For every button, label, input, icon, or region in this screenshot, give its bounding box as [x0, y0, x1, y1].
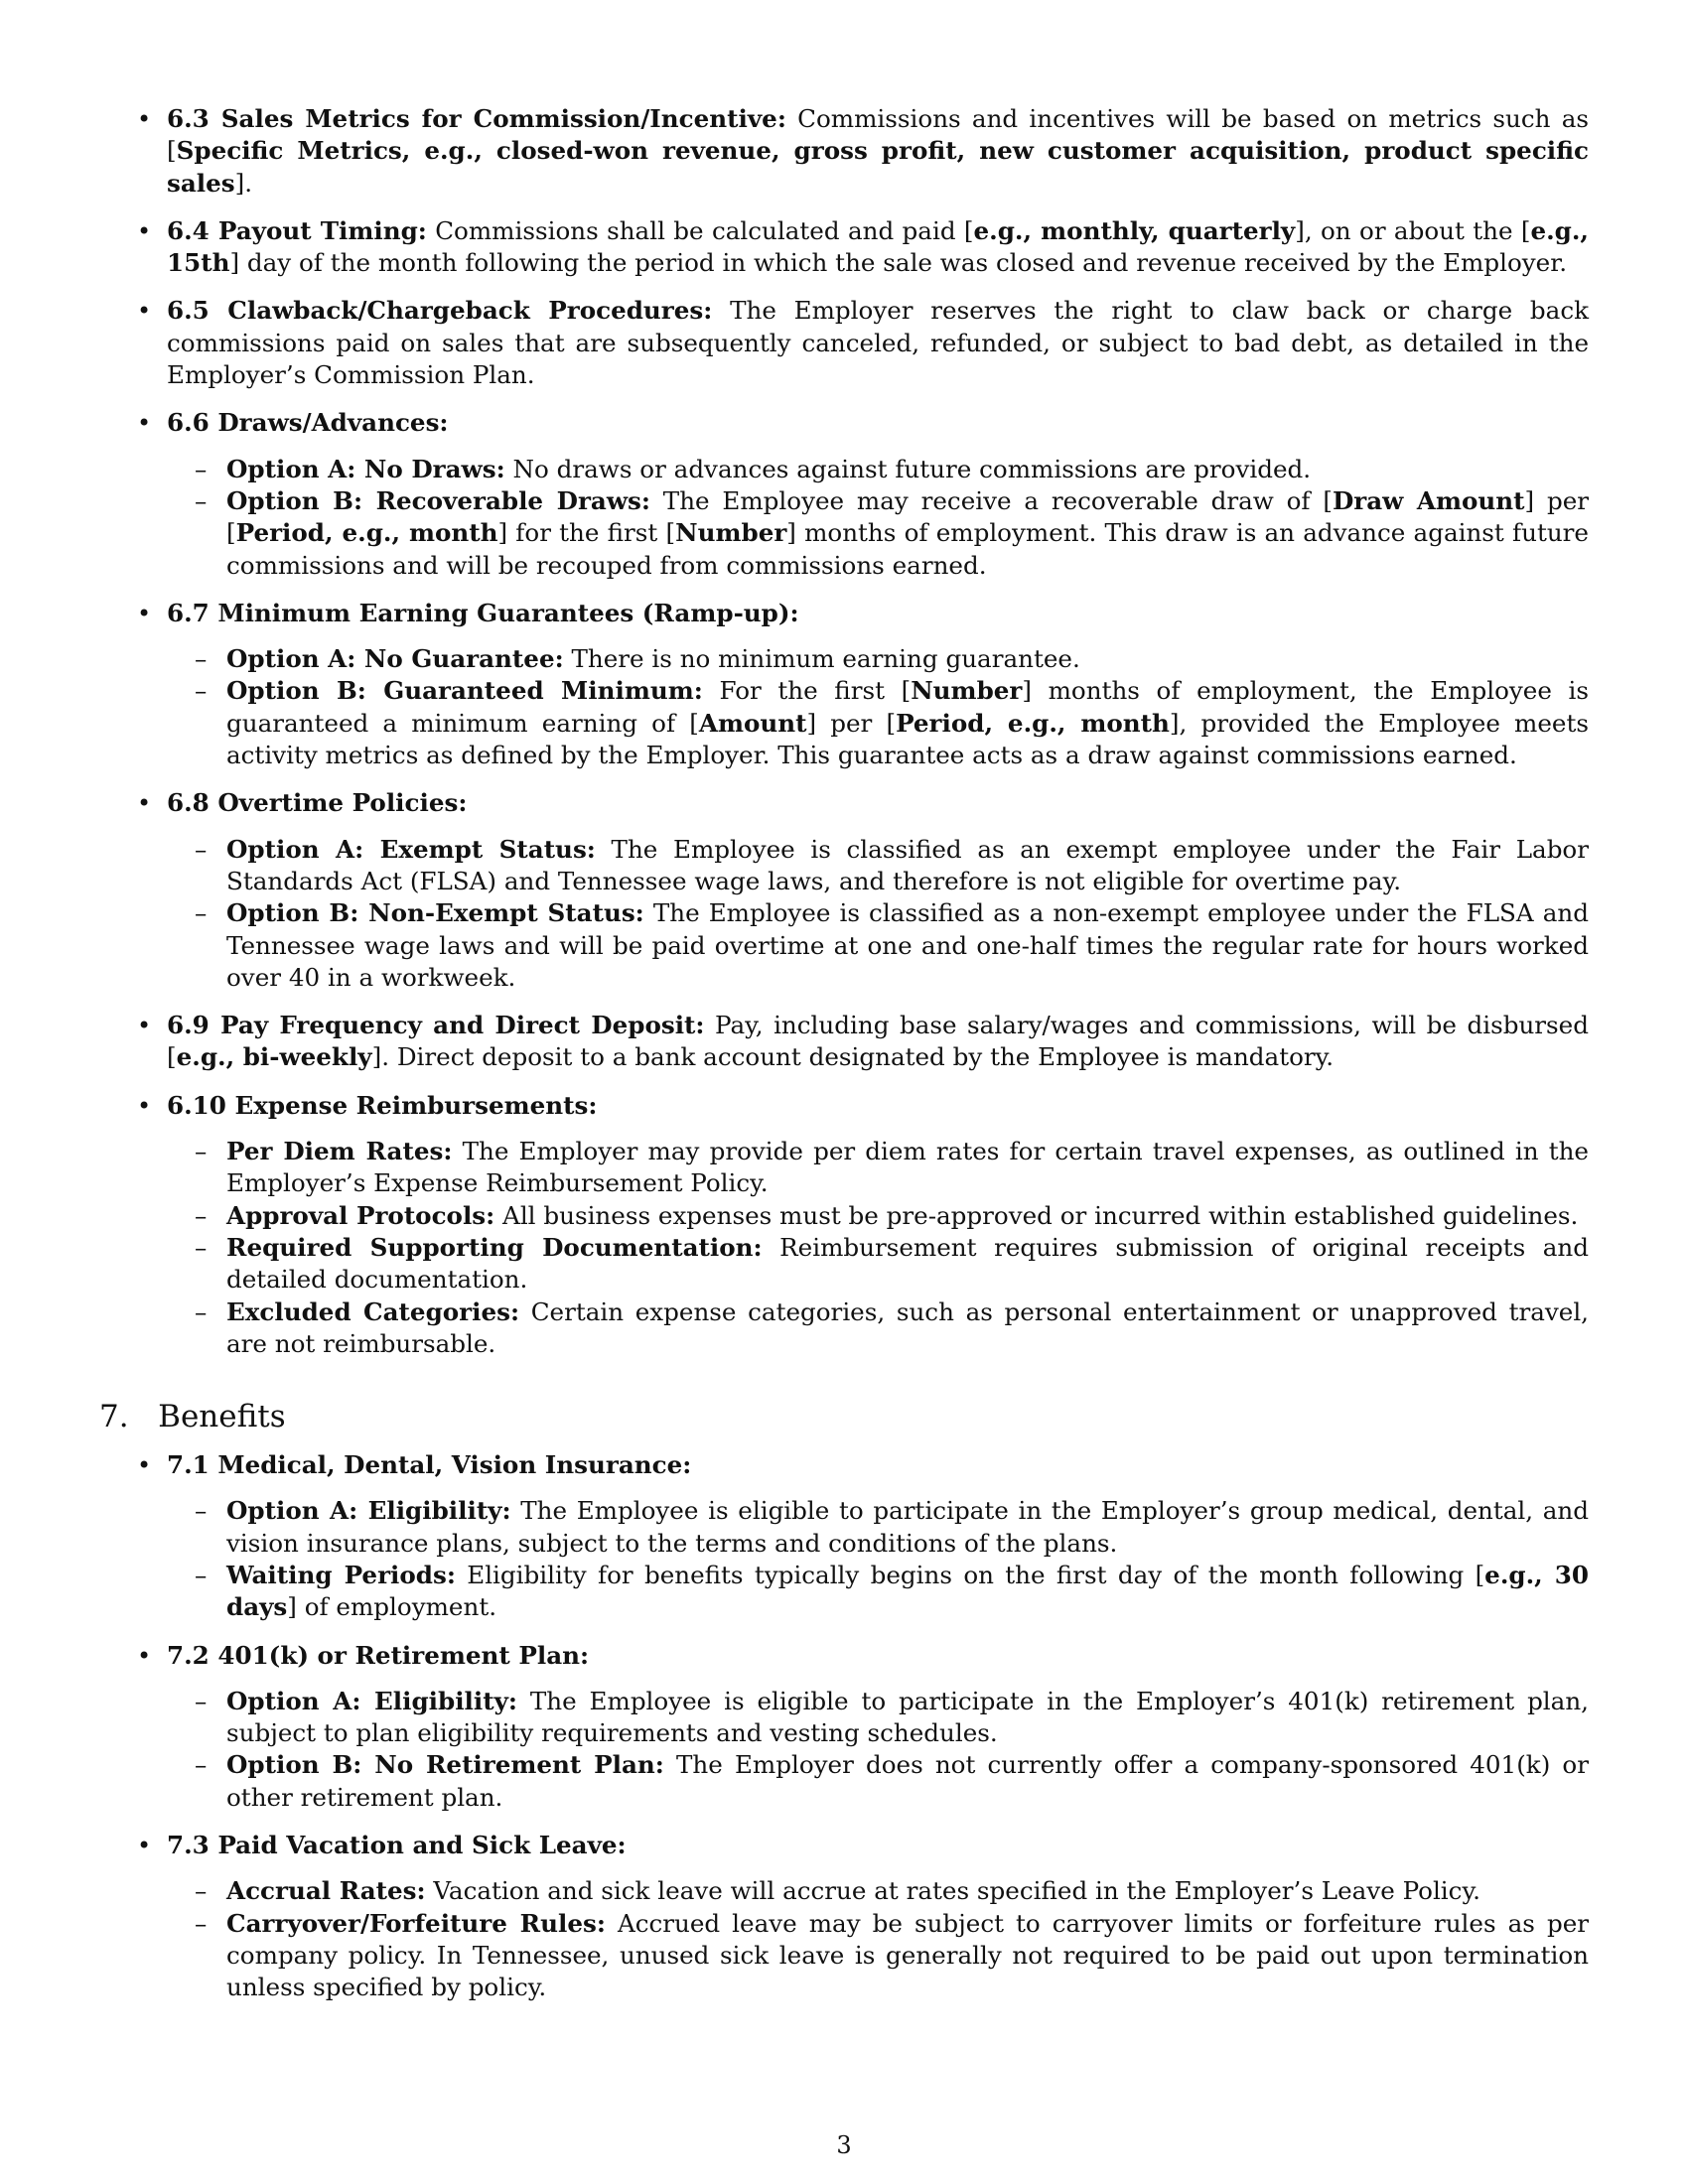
clause-text: Vacation and sick leave will accrue at rates specified in the Employer’s Leave Policy.: [425, 1876, 1480, 1906]
clause-option: [167, 1495, 1589, 1560]
clause-text: Certain expense categories, such as personal entertainment or unapproved travel, are not reimbursable.: [226, 1297, 1589, 1358]
clause-options: [167, 1686, 1589, 1814]
clause-s71: [99, 1449, 1589, 1623]
clause-label: 6.9 Pay Frequency and Direct Deposit:: [167, 1011, 705, 1040]
clause-option: [167, 1297, 1589, 1361]
option-label: Required Supporting Documentation:: [226, 1232, 763, 1262]
clause-s68: [99, 787, 1589, 994]
clause-label: 6.5 Clawback/Chargeback Procedures:: [167, 296, 713, 326]
clause-text: ] for the first [: [497, 518, 676, 548]
option-label: Excluded Categories:: [226, 1297, 520, 1326]
clause-options: [167, 1875, 1589, 2003]
placeholder-text: e.g., bi-weekly: [176, 1042, 372, 1072]
option-label: Option A: No Guarantee:: [226, 644, 564, 674]
clause-s63: [99, 103, 1589, 200]
clause-s610: [99, 1090, 1589, 1360]
clause-text: The Employee is eligible to participate in the Employer’s 401(k) retirement plan, subject to plan eligibility requirements and vesting schedules.: [226, 1686, 1589, 1748]
clause-options: [167, 1495, 1589, 1623]
clause-option: [167, 1232, 1589, 1297]
clause-text: For the first [: [702, 676, 912, 706]
placeholder-text: Number: [675, 518, 787, 548]
clause-label: 6.6 Draws/Advances:: [167, 408, 449, 438]
clause-options: [167, 1136, 1589, 1360]
clause-option: [167, 1200, 1589, 1232]
clause-text: The Employer reserves the right to claw back or charge back commissions paid on sales that are subsequently canceled, refunded, or subject to bad debt, as detailed in the Employer’s Commission Plan.: [167, 296, 1589, 390]
page-content: [99, 103, 1589, 2020]
option-label: Waiting Periods:: [226, 1560, 456, 1589]
clause-text: Commissions and incentives will be based on metrics such as [: [167, 104, 1589, 166]
clause-text: No draws or advances against future commissions are provided.: [504, 454, 1312, 483]
clause-s69: [99, 1010, 1589, 1074]
option-label: Per Diem Rates:: [226, 1137, 453, 1166]
clause-label: 6.4 Payout Timing:: [167, 215, 427, 245]
clause-text: ] per [: [226, 485, 1590, 548]
clause-label: 6.8 Overtime Policies:: [167, 788, 468, 818]
clause-text: The Employer may provide per diem rates for certain travel expenses, as outlined in the Employer’s Expense Reimbursement Policy.: [226, 1137, 1589, 1198]
option-label: Option A: Eligibility:: [226, 1496, 511, 1526]
clause-text: ], provided the Employee meets activity metrics as defined by the Employer. This guarantee acts as a draw against commissions earned.: [226, 708, 1589, 770]
clause-text: All business expenses must be pre-approved or incurred within established guidelines.: [494, 1200, 1579, 1230]
clause-s64: [99, 215, 1589, 280]
option-label: Option A: Exempt Status:: [226, 834, 596, 864]
option-label: Option B: Recoverable Draws:: [226, 485, 650, 515]
clause-s65: [99, 295, 1589, 391]
placeholder-text: e.g., 15th: [167, 215, 1589, 278]
clause-text: The Employer does not currently offer a company-sponsored 401(k) or other retirement plan.: [226, 1750, 1589, 1812]
clause-options: [167, 834, 1589, 994]
placeholder-text: e.g., monthly, quarterly: [973, 215, 1296, 245]
clause-option: [167, 1749, 1589, 1814]
clause-text: ] day of the month following the period in which the sale was closed and revenue received by the Employer.: [229, 248, 1568, 278]
clause-s67: [99, 598, 1589, 771]
placeholder-text: Period, e.g., month: [235, 518, 498, 548]
placeholder-text: e.g., 30 days: [226, 1560, 1589, 1622]
clause-option: [167, 897, 1589, 994]
option-label: Option B: Non-Exempt Status:: [226, 898, 644, 928]
clause-label: 7.3 Paid Vacation and Sick Leave:: [167, 1831, 627, 1860]
clause-option: [167, 1875, 1589, 1907]
section-7-heading: [99, 1398, 1589, 1435]
clause-option: [167, 485, 1589, 582]
placeholder-text: Amount: [698, 708, 807, 738]
clause-text: ], on or about the [: [1295, 215, 1531, 245]
page-number: 3: [836, 2131, 852, 2159]
section-7-title: Benefits: [158, 1399, 286, 1435]
clause-text: Commissions shall be calculated and paid [: [426, 215, 974, 245]
section-7-number: 7.: [99, 1399, 129, 1435]
clause-option: [167, 1908, 1589, 2004]
option-label: Option B: No Retirement Plan:: [226, 1750, 664, 1780]
clause-text: The Employee is classified as a non-exempt employee under the FLSA and Tennessee wage laws and will be paid overtime at one and one-half times the regular rate for hours worked over 40 in a workweek.: [226, 898, 1589, 992]
option-label: Approval Protocols:: [226, 1200, 495, 1230]
clause-text: The Employee is eligible to participate in the Employer’s group medical, dental, and vision insurance plans, subject to the terms and conditions of the plans.: [226, 1496, 1589, 1558]
clause-text: Pay, including base salary/wages and commissions, will be disbursed [: [167, 1011, 1589, 1072]
clause-s66: [99, 407, 1589, 581]
clause-text: ] months of employment. This draw is an advance against future commissions and will be recouped from commissions earned.: [226, 518, 1589, 580]
clause-text: The Employee may receive a recoverable draw of [: [649, 485, 1333, 515]
placeholder-text: Draw Amount: [1332, 485, 1525, 515]
clause-text: ] months of employment, the Employee is guaranteed a minimum earning of [: [226, 676, 1590, 738]
clause-text: ]. Direct deposit to a bank account designated by the Employee is mandatory.: [371, 1042, 1335, 1072]
option-label: Carryover/Forfeiture Rules:: [226, 1908, 606, 1938]
clause-s73: [99, 1830, 1589, 2003]
placeholder-text: Period, e.g., month: [896, 708, 1170, 738]
section-6-list: [99, 103, 1589, 1360]
clause-label: 6.10 Expense Reimbursements:: [167, 1090, 598, 1120]
clause-options: [167, 643, 1589, 771]
clause-option: [167, 1686, 1589, 1750]
clause-option: [167, 834, 1589, 898]
clause-text: Reimbursement requires submission of original receipts and detailed documentation.: [226, 1232, 1590, 1295]
option-label: Option A: Eligibility:: [226, 1686, 517, 1715]
option-label: Accrual Rates:: [226, 1876, 426, 1906]
clause-text: Eligibility for benefits typically begins on the first day of the month following [: [455, 1560, 1485, 1589]
clause-text: The Employee is classified as an exempt employee under the Fair Labor Standards Act (FLSA) and Tennessee wage laws, and therefore is not eligible for overtime pay.: [226, 834, 1589, 895]
clause-label: 6.3 Sales Metrics for Commission/Incentive:: [167, 104, 786, 133]
section-7-list: [99, 1449, 1589, 2003]
clause-text: ] per [: [806, 708, 897, 738]
clause-text: There is no minimum earning guarantee.: [563, 644, 1080, 674]
clause-label: 7.1 Medical, Dental, Vision Insurance:: [167, 1450, 692, 1480]
clause-option: [167, 1136, 1589, 1200]
clause-text: Accrued leave may be subject to carryover limits or forfeiture rules as per company policy. In Tennessee, unused sick leave is generally not required to be paid out upon termination unless specified by policy.: [226, 1908, 1589, 2002]
clause-options: [167, 454, 1589, 582]
placeholder-text: Specific Metrics, e.g., closed-won revenue, gross profit, new customer acquisition, product specific sales: [167, 136, 1589, 198]
option-label: Option A: No Draws:: [226, 454, 505, 483]
clause-option: [167, 675, 1589, 771]
clause-option: [167, 1560, 1589, 1624]
clause-option: [167, 454, 1589, 485]
clause-label: 6.7 Minimum Earning Guarantees (Ramp-up):: [167, 598, 799, 627]
clause-s72: [99, 1640, 1589, 1814]
clause-text: ] of employment.: [287, 1592, 497, 1622]
option-label: Option B: Guaranteed Minimum:: [226, 676, 703, 706]
placeholder-text: Number: [911, 676, 1023, 706]
clause-label: 7.2 401(k) or Retirement Plan:: [167, 1640, 590, 1670]
clause-option: [167, 643, 1589, 675]
clause-text: ].: [234, 168, 253, 198]
